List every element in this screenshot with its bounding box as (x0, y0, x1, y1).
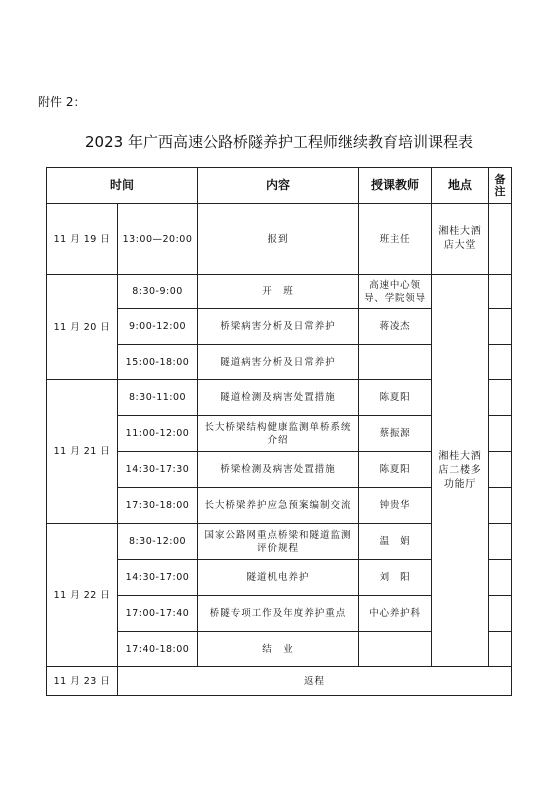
teacher-cell: 高速中心领导、学院领导 (359, 275, 432, 309)
table-row (47, 204, 512, 275)
time-cell: 8:30-12:00 (118, 524, 198, 560)
header-place: 地点 (432, 168, 489, 204)
page-title: 2023 年广西高速公路桥隧养护工程师继续教育培训课程表 (85, 133, 473, 151)
teacher-cell: 蔡振源 (359, 416, 432, 452)
content-cell: 桥梁病害分析及日常养护 (198, 309, 359, 345)
time-cell: 14:30-17:00 (118, 560, 198, 596)
content-cell: 长大桥梁结构健康监测单桥系统介绍 (198, 416, 359, 452)
note-cell (489, 488, 512, 524)
time-cell: 17:30-18:00 (118, 488, 198, 524)
note-cell (489, 309, 512, 345)
place-cell: 湘桂大酒店大堂 (432, 204, 489, 275)
day-cell: 11 月 21 日 (47, 380, 118, 524)
header-content: 内容 (198, 168, 359, 204)
content-cell: 隧道病害分析及日常养护 (198, 345, 359, 380)
teacher-cell: 温 娟 (359, 524, 432, 560)
time-cell: 13:00—20:00 (118, 204, 198, 275)
time-cell: 8:30-11:00 (118, 380, 198, 416)
time-cell: 11:00-12:00 (118, 416, 198, 452)
time-cell: 15:00-18:00 (118, 345, 198, 380)
teacher-cell: 钟贵华 (359, 488, 432, 524)
content-cell: 隧道机电养护 (198, 560, 359, 596)
note-cell (489, 632, 512, 667)
day-cell: 11 月 20 日 (47, 275, 118, 380)
time-cell: 9:00-12:00 (118, 309, 198, 345)
time-cell: 17:00-17:40 (118, 596, 198, 632)
day-cell: 11 月 19 日 (47, 204, 118, 275)
content-cell: 长大桥梁养护应急预案编制交流 (198, 488, 359, 524)
note-cell (489, 524, 512, 560)
time-cell: 8:30-9:00 (118, 275, 198, 309)
content-cell: 隧道检测及病害处置措施 (198, 380, 359, 416)
note-cell (489, 560, 512, 596)
merged-cell: 返程 (118, 667, 512, 696)
schedule-table (46, 167, 512, 696)
teacher-cell: 蒋凌杰 (359, 309, 432, 345)
time-cell: 17:40-18:00 (118, 632, 198, 667)
day-cell: 11 月 23 日 (47, 667, 118, 696)
teacher-cell: 刘 阳 (359, 560, 432, 596)
note-cell (489, 345, 512, 380)
attachment-label: 附件 2： (38, 95, 86, 109)
table-row (47, 275, 512, 309)
note-cell (489, 596, 512, 632)
table-row (47, 667, 512, 696)
note-cell (489, 416, 512, 452)
content-cell: 结 业 (198, 632, 359, 667)
note-cell (489, 204, 512, 275)
content-cell: 桥梁检测及病害处置措施 (198, 452, 359, 488)
header-time: 时间 (47, 168, 198, 204)
teacher-cell: 陈夏阳 (359, 380, 432, 416)
teacher-cell (359, 345, 432, 380)
place-cell-main: 湘桂大酒店二楼多功能厅 (432, 275, 489, 667)
teacher-cell: 班主任 (359, 204, 432, 275)
content-cell: 报到 (198, 204, 359, 275)
day-cell: 11 月 22 日 (47, 524, 118, 667)
header-teacher: 授课教师 (359, 168, 432, 204)
note-cell (489, 275, 512, 309)
teacher-cell: 陈夏阳 (359, 452, 432, 488)
content-cell: 国家公路网重点桥梁和隧道监测评价规程 (198, 524, 359, 560)
note-cell (489, 380, 512, 416)
note-cell (489, 452, 512, 488)
teacher-cell: 中心养护科 (359, 596, 432, 632)
content-cell: 桥隧专项工作及年度养护重点 (198, 596, 359, 632)
teacher-cell (359, 632, 432, 667)
time-cell: 14:30-17:30 (118, 452, 198, 488)
content-cell: 开 班 (198, 275, 359, 309)
header-note: 备注 (489, 168, 512, 204)
